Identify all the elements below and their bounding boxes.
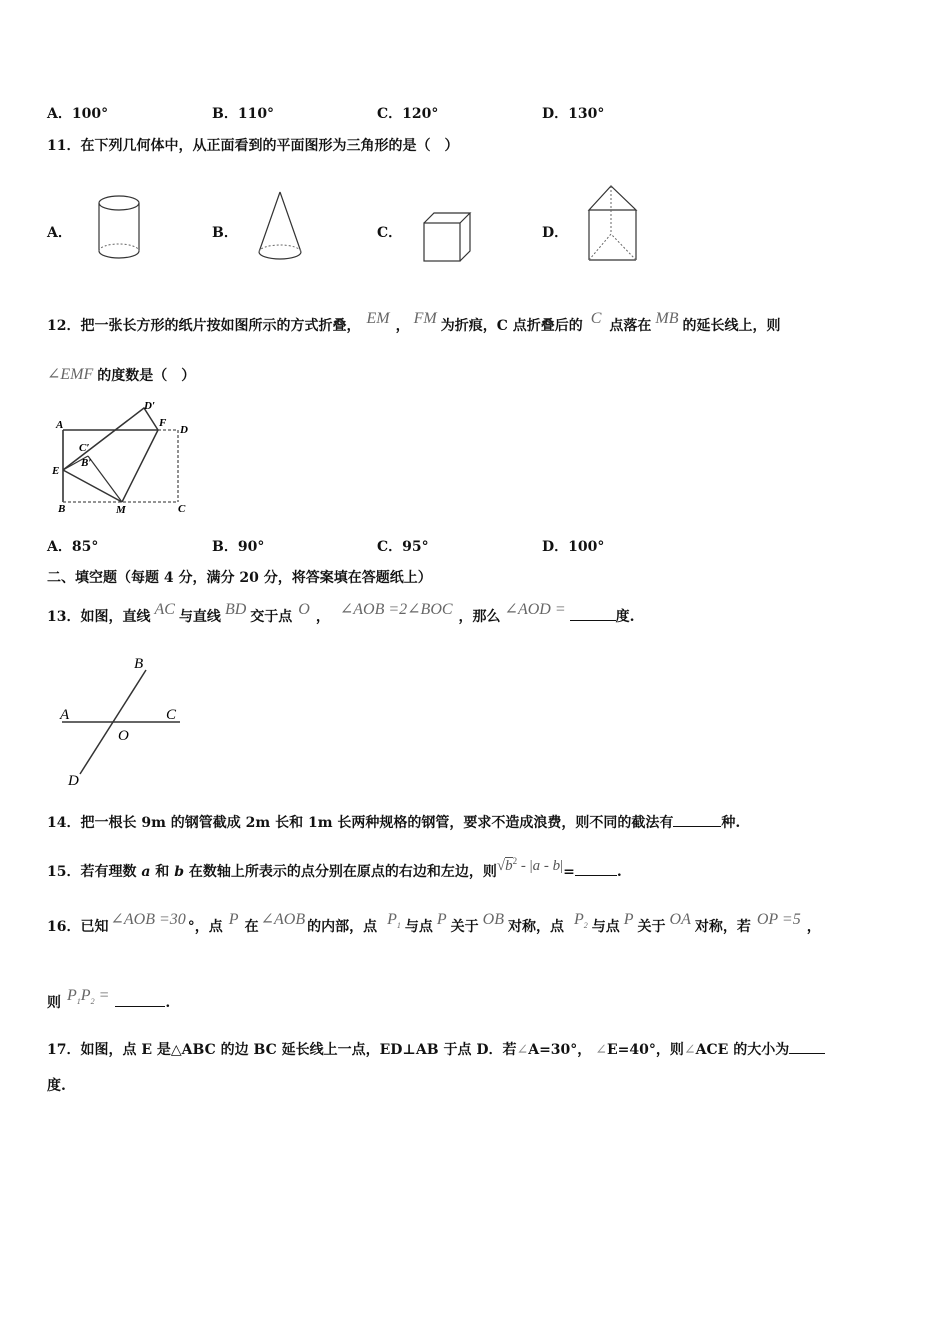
question-16-stem-cont: 则 $P_1P_2$ = . [47,987,171,1011]
question-12-stem: 12．把一张长方形的纸片按如图所示的方式折叠， EM ， FM 为折痕，C 点折叠后的 C 点落在 MB 的延长线上，则 [47,310,781,334]
label-d: D [68,773,79,789]
label-a: A [60,707,70,723]
option-b: B． [212,225,238,241]
cube-icon [421,210,473,264]
label-d-prime: D′ [144,400,156,412]
answer-blank[interactable] [673,812,721,827]
question-13-stem: 13．如图，直线 AC 与直线 BD 交于点 O ， ∠AOB =2∠BOC ，那么 ∠AOD = 度. [47,601,635,625]
label-c: C [178,503,186,515]
label-o: O [118,728,129,744]
answer-blank[interactable] [789,1039,825,1054]
question-14-stem: 14．把一根长 9m 的钢管截成 2m 长和 1m 长两种规格的钢管，要求不造成浪费，则不同的截法有 种. [47,812,740,833]
triangular-prism-icon [586,184,640,264]
option-c: C．95° [377,539,429,555]
label-b: B [58,503,66,515]
label-b: B [134,656,144,672]
option-c: C．120° [377,106,439,122]
question-17-stem: 17．如图，点 E 是△ABC 的边 BC 延长线上一点，ED⊥AB 于点 D．若∠A=30°， ∠E=40°，则∠ACE 的大小为 [47,1039,825,1060]
label-m: M [116,504,126,516]
expression: $√b^2 - |a - b|$ [496,856,564,874]
answer-blank[interactable] [570,606,616,621]
option-a: A． [47,225,72,241]
question-15-stem: 15．若有理数 a 和 b 在数轴上所表示的点分别在原点的右边和左边，则$√b^2 - |a - b|=$ . [47,856,622,880]
label-e: E [52,465,60,477]
label-d: D [180,424,188,436]
question-11-stem: 11．在下列几何体中，从正面看到的平面图形为三角形的是（ ） [47,138,459,154]
answer-blank[interactable] [115,992,165,1007]
option-b: B．110° [212,106,275,122]
cylinder-icon [96,194,146,264]
q12-folding-figure [48,398,198,516]
section-heading: 二、填空题（每题 4 分，满分 20 分，将答案填在答题纸上） [47,570,432,586]
option-c: C． [377,225,403,241]
label-c: C [166,707,177,723]
option-d: D．130° [542,106,605,122]
label-f: F [159,417,167,429]
q13-intersecting-lines-figure [58,652,188,790]
label-c-prime: C′ [79,442,90,454]
label-b-prime: B′ [81,457,92,469]
answer-blank[interactable] [575,861,617,876]
option-a: A．100° [47,106,109,122]
option-b: B．90° [212,539,265,555]
option-a: A．85° [47,539,99,555]
question-16-stem: 16．已知 ∠AOB =30 °，点 P 在 ∠AOB 的内部，点 $P_1$ 与点 P 关于 OB 对称，点 $P_2$ 与点 P 关于 OA 对称，若 OP =5 ， [47,911,821,935]
question-12-stem-cont: ∠EMF 的度数是（ ） [47,366,196,384]
label-a: A [56,419,64,431]
cone-icon [256,190,306,264]
option-d: D． [542,225,569,241]
option-d: D．100° [542,539,605,555]
question-17-stem-cont: 度. [47,1078,66,1094]
